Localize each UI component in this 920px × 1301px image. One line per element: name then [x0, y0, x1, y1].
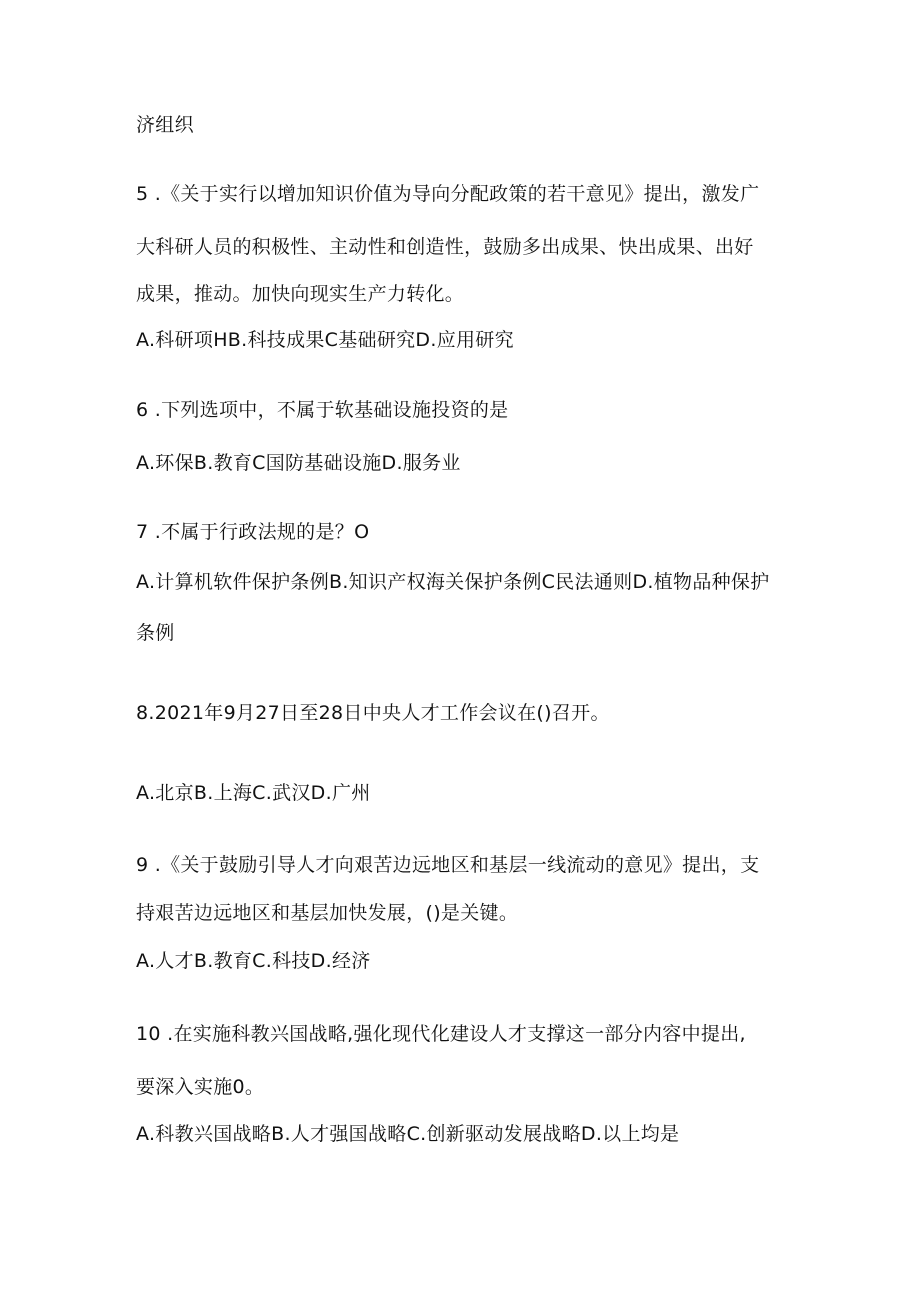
question-9-line-2: 持艰苦边远地区和基层加快发展，()是关键。 — [136, 902, 519, 924]
text-line-continuation: 济组织 — [136, 114, 194, 136]
question-10-line-1: 10 .在实施科教兴国战略,强化现代化建设人才支撑这一部分内容中提出, — [136, 1023, 746, 1045]
question-5-line-1: 5 .《关于实行以增加知识价值为导向分配政策的若干意见》提出，激发广 — [136, 183, 760, 205]
question-5-line-3: 成果，推动。加快向现实生产力转化。 — [136, 283, 465, 305]
question-9-options: A.人才B.教育C.科技D.经济 — [136, 950, 371, 972]
question-5-line-2: 大科研人员的积极性、主动性和创造性，鼓励多出成果、快出成果、出好 — [136, 236, 754, 258]
question-10-line-2: 要深入实施0。 — [136, 1076, 265, 1098]
question-6-options: A.环保B.教育C国防基础设施D.服务业 — [136, 452, 461, 474]
question-6-text: 6 .下列选项中，不属于软基础设施投资的是 — [136, 399, 509, 421]
question-7-text: 7 .不属于行政法规的是？O — [136, 521, 370, 543]
question-7-options-line-1: A.计算机软件保护条例B.知识产权海关保护条例C民法通则D.植物品种保护 — [136, 571, 770, 593]
question-9-line-1: 9 .《关于鼓励引导人才向艰苦边远地区和基层一线流动的意见》提出，支 — [136, 854, 760, 876]
question-8-text: 8.2021年9月27日至28日中央人才工作会议在()召开。 — [136, 702, 610, 724]
question-10-options: A.科教兴国战略B.人才强国战略C.创新驱动发展战略D.以上均是 — [136, 1123, 680, 1145]
question-7-options-line-2: 条例 — [136, 622, 175, 644]
question-5-options: A.科研项HB.科技成果C基础研究D.应用研究 — [136, 329, 514, 351]
question-8-options: A.北京B.上海C.武汉D.广州 — [136, 782, 371, 804]
